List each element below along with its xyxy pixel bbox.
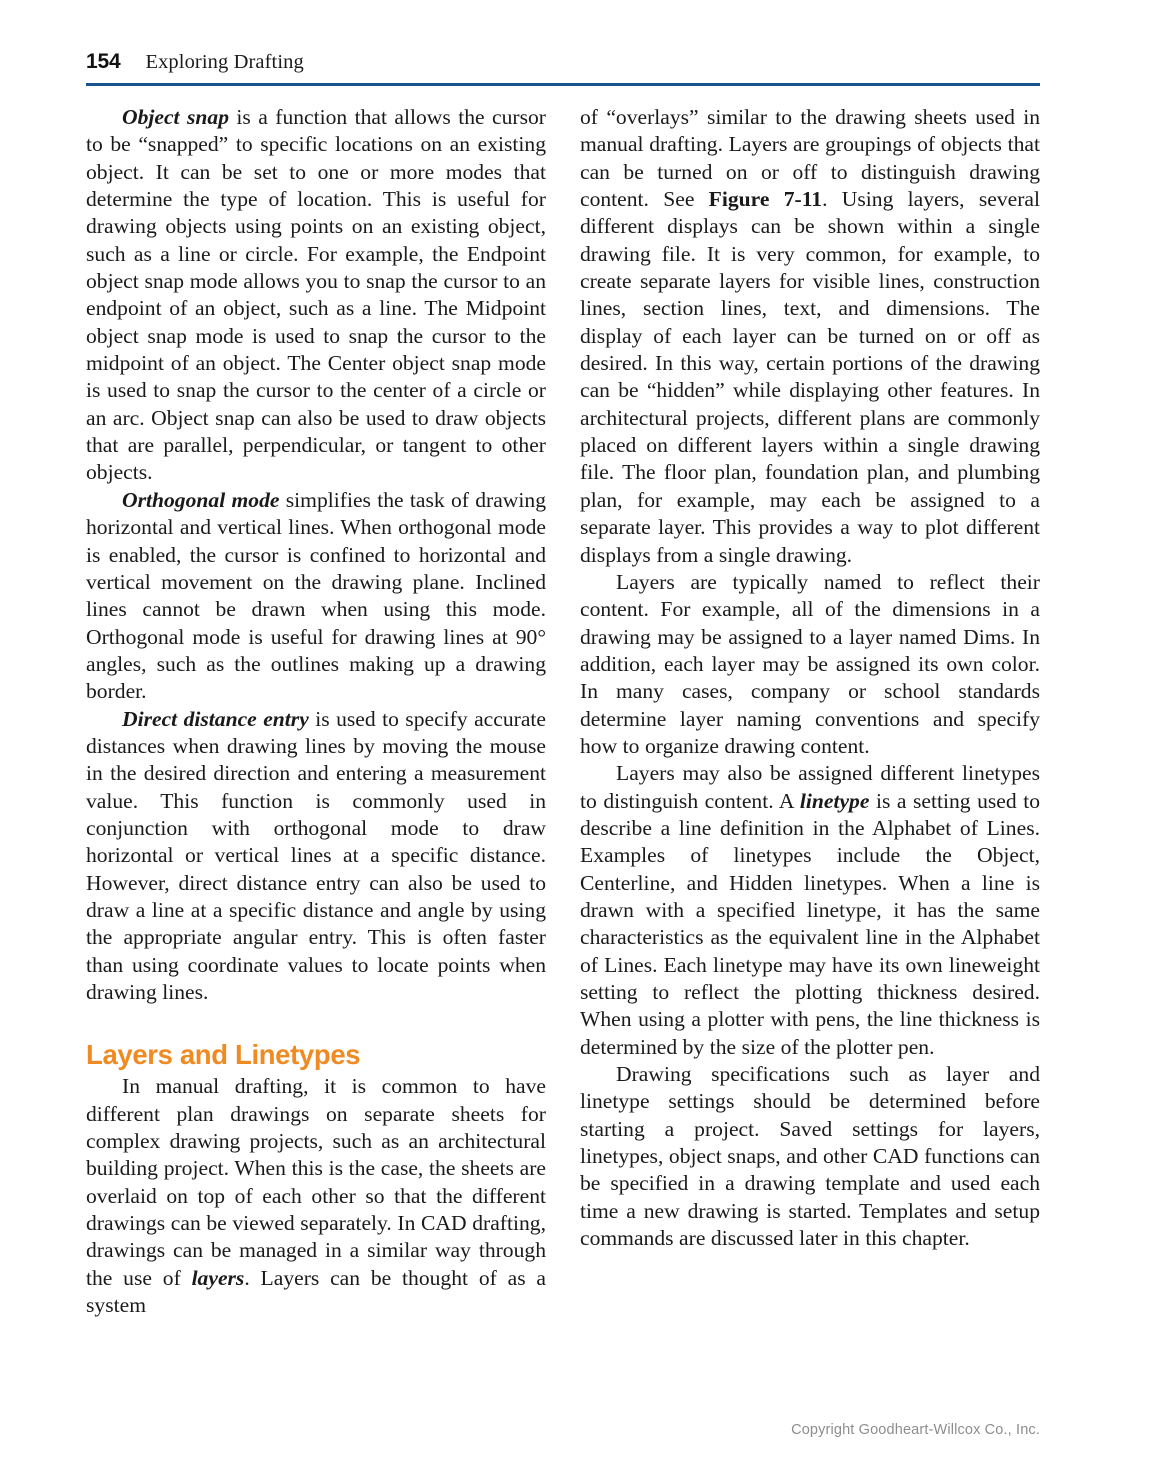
paragraph-orthogonal-mode — [86, 487, 546, 706]
paragraph-linetypes — [580, 760, 1040, 1061]
paragraph-linetypes-text-after: is a setting used to describe a line definition in the Alphabet of Lines. Examples of linetypes include the Object, Centerline, and Hidden linetypes. When a line is drawn with a specified linetype, it has the same characteristics as the equivalent line in the Alphabet of Lines. Each linetype may have its own lineweight setting to reflect the plotting thickness desired. When using a plotter with pens, the line thickness is determined by the size of the plotter pen. — [580, 788, 1040, 1059]
paragraph-manual-drafting-text-after: . Layers can be thought of as a system — [86, 1265, 546, 1318]
term-direct-distance-entry: Direct distance entry — [122, 706, 309, 731]
term-object-snap: Object snap — [122, 105, 229, 129]
header-rule — [86, 83, 1040, 86]
paragraph-overlays-text-after: . Using layers, several different displays can be shown within a single drawing file. It is very common, for example, to create separate layers for visible lines, construction lines, section lines, text, and dimensions. The display of each layer can be turned on or off as desired. In this way, certain portions of the drawing can be “hidden” while displaying other features. In architectural projects, different plans are commonly placed on different layers within a single drawing file. The floor plan, foundation plan, and plumbing plan, for example, may each be assigned to a separate layer. This provides a way to plot different displays from a single drawing. — [580, 187, 1040, 567]
running-header — [86, 50, 1040, 74]
paragraph-linetypes-text-before: Layers may also be assigned different linetypes to distinguish content. A — [580, 761, 1040, 813]
left-column — [86, 104, 546, 1394]
term-layers: layers — [191, 1265, 245, 1290]
paragraph-direct-distance-entry-text: is used to specify accurate distances when drawing lines by moving the mouse in the desired direction and entering a measurement value. This function is commonly used in conjunction with orthogonal mode to draw horizontal or vertical lines at a specific distance. However, direct distance entry can also be used to draw a line at a specific distance and angle by using the appropriate angular entry. This is often faster than using coordinate values to locate points when drawing lines. — [86, 706, 546, 1004]
paragraph-direct-distance-entry — [86, 706, 546, 1007]
paragraph-object-snap — [86, 104, 546, 487]
paragraph-overlays-continued — [580, 104, 1040, 569]
paragraph-object-snap-text: is a function that allows the cursor to be “snapped” to specific locations on an existing object. It can be set to one or more modes that determine the type of location. This is useful for drawing objects using points on an existing object, such as a line or circle. For example, the Endpoint object snap mode allows you to snap the cursor to an endpoint of an object, such as a line. The Midpoint object snap mode is used to snap the cursor to the midpoint of an object. The Center object snap mode is used to snap the cursor to the center of a circle or an arc. Object snap can also be used to draw objects that are parallel, perpendicular, or tangent to other objects. — [86, 105, 546, 485]
paragraph-orthogonal-mode-text: simplifies the task of drawing horizontal and vertical lines. When orthogonal mode is enabled, the cursor is confined to horizontal and vertical movement on the drawing plane. Inclined lines cannot be drawn when using this mode. Orthogonal mode is useful for drawing lines at 90° angles, such as the outlines making up a drawing border. — [86, 487, 546, 704]
paragraph-overlays-text-before: of “overlays” similar to the drawing sheets used in manual drafting. Layers are groupings of objects that can be turned on or off to distinguish drawing content. See — [580, 105, 1040, 212]
copyright-notice: Copyright Goodheart-Willcox Co., Inc. — [791, 1422, 1040, 1438]
term-orthogonal-mode: Orthogonal mode — [122, 487, 280, 512]
right-column — [580, 104, 1040, 1394]
term-linetype: linetype — [799, 788, 870, 813]
paragraph-layer-naming: Layers are typically named to reflect their content. For example, all of the dimensions in a drawing may be assigned to a layer named Dims. In addition, each layer may be assigned its own color. In many cases, company or school standards determine layer naming conventions and specify how to organize drawing content. — [580, 569, 1040, 758]
paragraph-manual-drafting — [86, 1073, 546, 1319]
page-number: 154 — [86, 50, 121, 73]
body-columns — [86, 104, 1040, 1394]
book-title: Exploring Drafting — [145, 51, 304, 73]
section-heading-layers-and-linetypes: Layers and Linetypes — [86, 1039, 361, 1071]
paragraph-drawing-specifications: Drawing specifications such as layer and linetype settings should be determined before starting a project. Saved settings for layers, linetypes, object snaps, and other CAD functions can be specified in a drawing template and used each time a new drawing is started. Templates and setup commands are discussed later in this chapter. — [580, 1062, 1040, 1251]
paragraph-manual-drafting-text-before: In manual drafting, it is common to have different plan drawings on separate sheets for complex drawing projects, such as an architectural building project. When this is the case, the sheets are overlaid on top of each other so that the different drawings can be viewed separately. In CAD drafting, drawings can be managed in a similar way through the use of — [86, 1074, 546, 1290]
figure-reference-7-11: Figure 7-11 — [708, 187, 823, 212]
